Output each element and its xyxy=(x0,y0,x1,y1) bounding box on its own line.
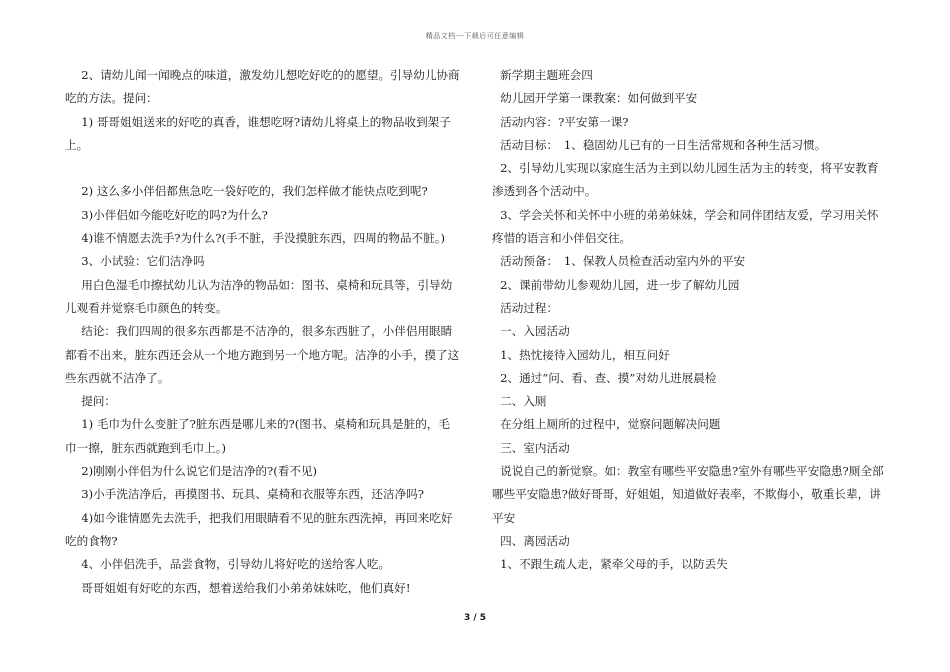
paragraph: 二、入厕 xyxy=(500,394,547,409)
paragraph: 幼儿园开学第一课教案：如何做到平安 xyxy=(500,91,698,106)
paragraph: 提问： xyxy=(81,394,117,409)
paragraph: 一、入园活动 xyxy=(500,324,570,339)
paragraph: 结论：我们四周的很多东西都是不洁净的，很多东西脏了，小伴侣用眼睛都看不出来，脏东西还会从一个地方跑到另一个地方呢。洁净的小手，摸了这些东西就不洁净了。 xyxy=(65,324,460,385)
paragraph: 四、离园活动 xyxy=(500,533,570,548)
paragraph: 三、室内活动 xyxy=(500,440,570,455)
paragraph: 在分组上厕所的过程中，觉察问题解决问题 xyxy=(500,417,721,432)
page-number: 3 / 5 xyxy=(463,613,487,623)
paragraph: 4)如今谁情愿先去洗手，把我们用眼睛看不见的脏东西洗掉，再回来吃好吃的食物? xyxy=(65,510,453,548)
paragraph: 2、请幼儿闻一闻晚点的味道，激发幼儿想吃好吃的的愿望。引导幼儿协商吃的方法。提问： xyxy=(65,68,460,106)
paragraph: 3、学会关怀和关怀中小班的弟弟妹妹，学会和同伴团结友爱，学习用关怀疼惜的语言和小伴侣交往。 xyxy=(492,207,879,246)
paragraph: 活动预备： 1、保教人员检查活动室内外的平安 xyxy=(500,254,746,269)
paragraph: 2、通过“问、看、查、摸”对幼儿进展晨检 xyxy=(500,370,717,385)
paragraph: 4、小伴侣洗手，品尝食物，引导幼儿将好吃的送给客人吃。 xyxy=(81,557,391,572)
paragraph: 3)小手洗洁净后，再摸图书、玩具、桌椅和衣服等东西，还洁净吗? xyxy=(81,487,424,502)
paragraph: 2) 这么多小伴侣都焦急吃一袋好吃的，我们怎样做才能快点吃到呢? xyxy=(81,184,428,199)
paragraph: 1) 哥哥姐姐送来的好吃的真香，谁想吃呀?请幼儿将桌上的物品收到架子上。 xyxy=(65,114,451,152)
paragraph: 1) 毛巾为什么变脏了?脏东西是哪儿来的?(图书、桌椅和玩具是脏的，毛巾一擦，脏东西就跑到毛巾上。) xyxy=(65,417,450,455)
paragraph: 3)小伴侣如今能吃好吃的吗?为什么? xyxy=(81,207,268,222)
paragraph: 新学期主题班会四 xyxy=(500,68,593,82)
paragraph: 1、热忱接待入园幼儿，相互问好 xyxy=(500,347,670,362)
paragraph: 活动内容：?平安第一课? xyxy=(500,114,629,129)
page-header: 精品文档---下载后可任意编辑 xyxy=(425,32,525,40)
paragraph: 2)刚刚小伴侣为什么说它们是洁净的?(看不见) xyxy=(81,464,318,479)
paragraph: 2、课前带幼儿参观幼儿园，进一步了解幼儿园 xyxy=(500,277,740,292)
paragraph: 活动过程： xyxy=(500,300,559,315)
paragraph: 活动目标： 1、稳固幼儿已有的一日生活常规和各种生活习惯。 xyxy=(500,137,827,152)
paragraph: 4)谁不情愿去洗手?为什么?(手不脏，手没摸脏东西，四周的物品不脏。) xyxy=(81,231,446,246)
right-column xyxy=(492,64,887,577)
paragraph: 2、引导幼儿实现以家庭生活为主到以幼儿园生活为主的转变，将平安教育渗透到各个活动中。 xyxy=(492,161,879,199)
paragraph: 1、不跟生疏人走，紧牵父母的手，以防丢失 xyxy=(500,557,728,572)
paragraph: 用白色湿毛巾擦拭幼儿认为洁净的物品如：图书、桌椅和玩具等，引导幼儿观看并觉察毛巾颜色的转变。 xyxy=(65,277,453,315)
paragraph: 3、小试验：它们洁净吗 xyxy=(81,254,205,269)
paragraph: 说说自己的新觉察。如：教室有哪些平安隐患?室外有哪些平安隐患?厕全部哪些平安隐患?做好哥哥，好姐姐，知道做好表率，不欺侮小，敬重长辈，讲平安 xyxy=(492,464,884,525)
paragraph: 哥哥姐姐有好吃的东西，想着送给我们小弟弟妹妹吃，他们真好! xyxy=(81,580,411,595)
left-column xyxy=(65,64,460,600)
